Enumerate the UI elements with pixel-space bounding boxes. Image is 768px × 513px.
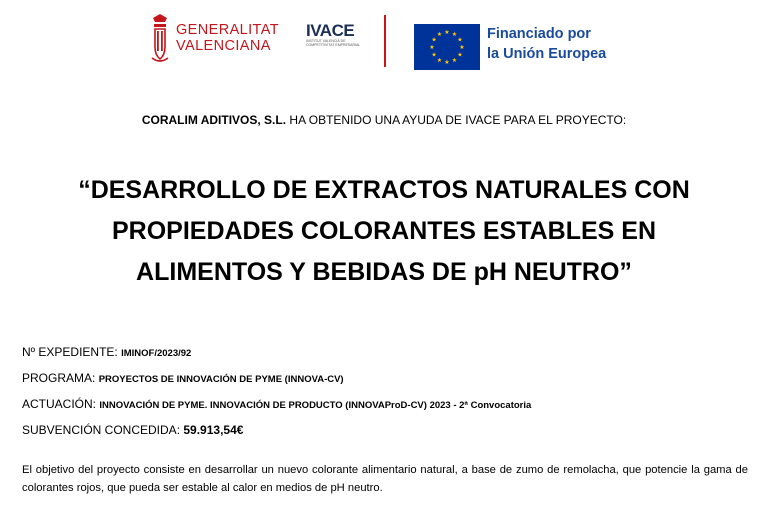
intro-statement [0,113,768,127]
project-details [22,340,531,442]
eu-star-icon: ★ [459,45,465,51]
eu-star-icon: ★ [436,57,443,64]
generalitat-name-line2: VALENCIANA [176,38,271,54]
field-label: PROGRAMA: [22,371,99,385]
field-subvencion [22,418,531,442]
company-name: CORALIM ADITIVOS, S.L. [141,113,287,127]
project-title-line2: PROPIEDADES COLORANTES ESTABLES EN [111,217,657,245]
generalitat-emblem-icon [150,14,170,62]
field-value: INNOVACIÓN DE PYME. INNOVACIÓN DE PRODUCTO (INNOVAProD-CV) 2023 - 2ª Convocatoria [99,400,532,411]
generalitat-name-line1: GENERALITAT [176,22,279,38]
eu-star-icon: ★ [444,60,450,66]
project-title-line1: “DESARROLLO DE EXTRACTOS NATURALES CON [78,176,690,204]
field-value: 59.913,54€ [183,423,244,437]
eu-star-icon: ★ [451,32,458,39]
field-expediente [22,340,531,366]
field-actuacion [22,392,531,418]
field-label: Nº EXPEDIENTE: [22,345,122,359]
eu-star-icon: ★ [457,37,463,44]
eu-funding-line1: Financiado por [487,26,591,42]
eu-funding-text [487,24,606,64]
eu-funding-line2: la Unión Europea [487,46,607,62]
eu-star-icon: ★ [451,57,458,64]
eu-star-icon: ★ [429,45,435,51]
field-label: SUBVENCIÓN CONCEDIDA: [22,423,184,437]
field-programa [22,366,531,392]
project-title [30,170,738,293]
eu-star-icon: ★ [436,32,443,39]
intro-text: HA OBTENIDO UNA AYUDA DE IVACE PARA EL PROYECTO: [286,113,627,127]
field-label: ACTUACIÓN: [22,397,100,411]
project-description: El objetivo del proyecto consiste en desarrollar un nuevo colorante alimentario natural, a base de zumo de remolacha, que potencie la gama de colorantes rojos, que pueda ser estable al calor en medios de pH neutro. [22,464,748,494]
logo-header [0,8,768,72]
field-value: IMINOF/2023/92 [121,348,192,359]
eu-star-icon: ★ [431,37,437,44]
generalitat-logo [150,14,279,62]
project-title-line3: ALIMENTOS Y BEBIDAS DE pH NEUTRO” [136,258,632,286]
eu-star-icon: ★ [431,52,437,59]
eu-star-icon: ★ [457,52,463,59]
ivace-name: IVACE [306,21,355,40]
ivace-subtitle: INSTITUT VALENCIÀ DE COMPETITIVITAT EMPRESARIAL [306,39,361,47]
field-value: PROYECTOS DE INNOVACIÓN DE PYME (INNOVA-CV) [98,374,344,385]
ivace-logo [306,22,362,47]
eu-star-icon: ★ [444,30,450,36]
logo-divider [384,15,386,67]
eu-flag-icon [414,24,480,70]
